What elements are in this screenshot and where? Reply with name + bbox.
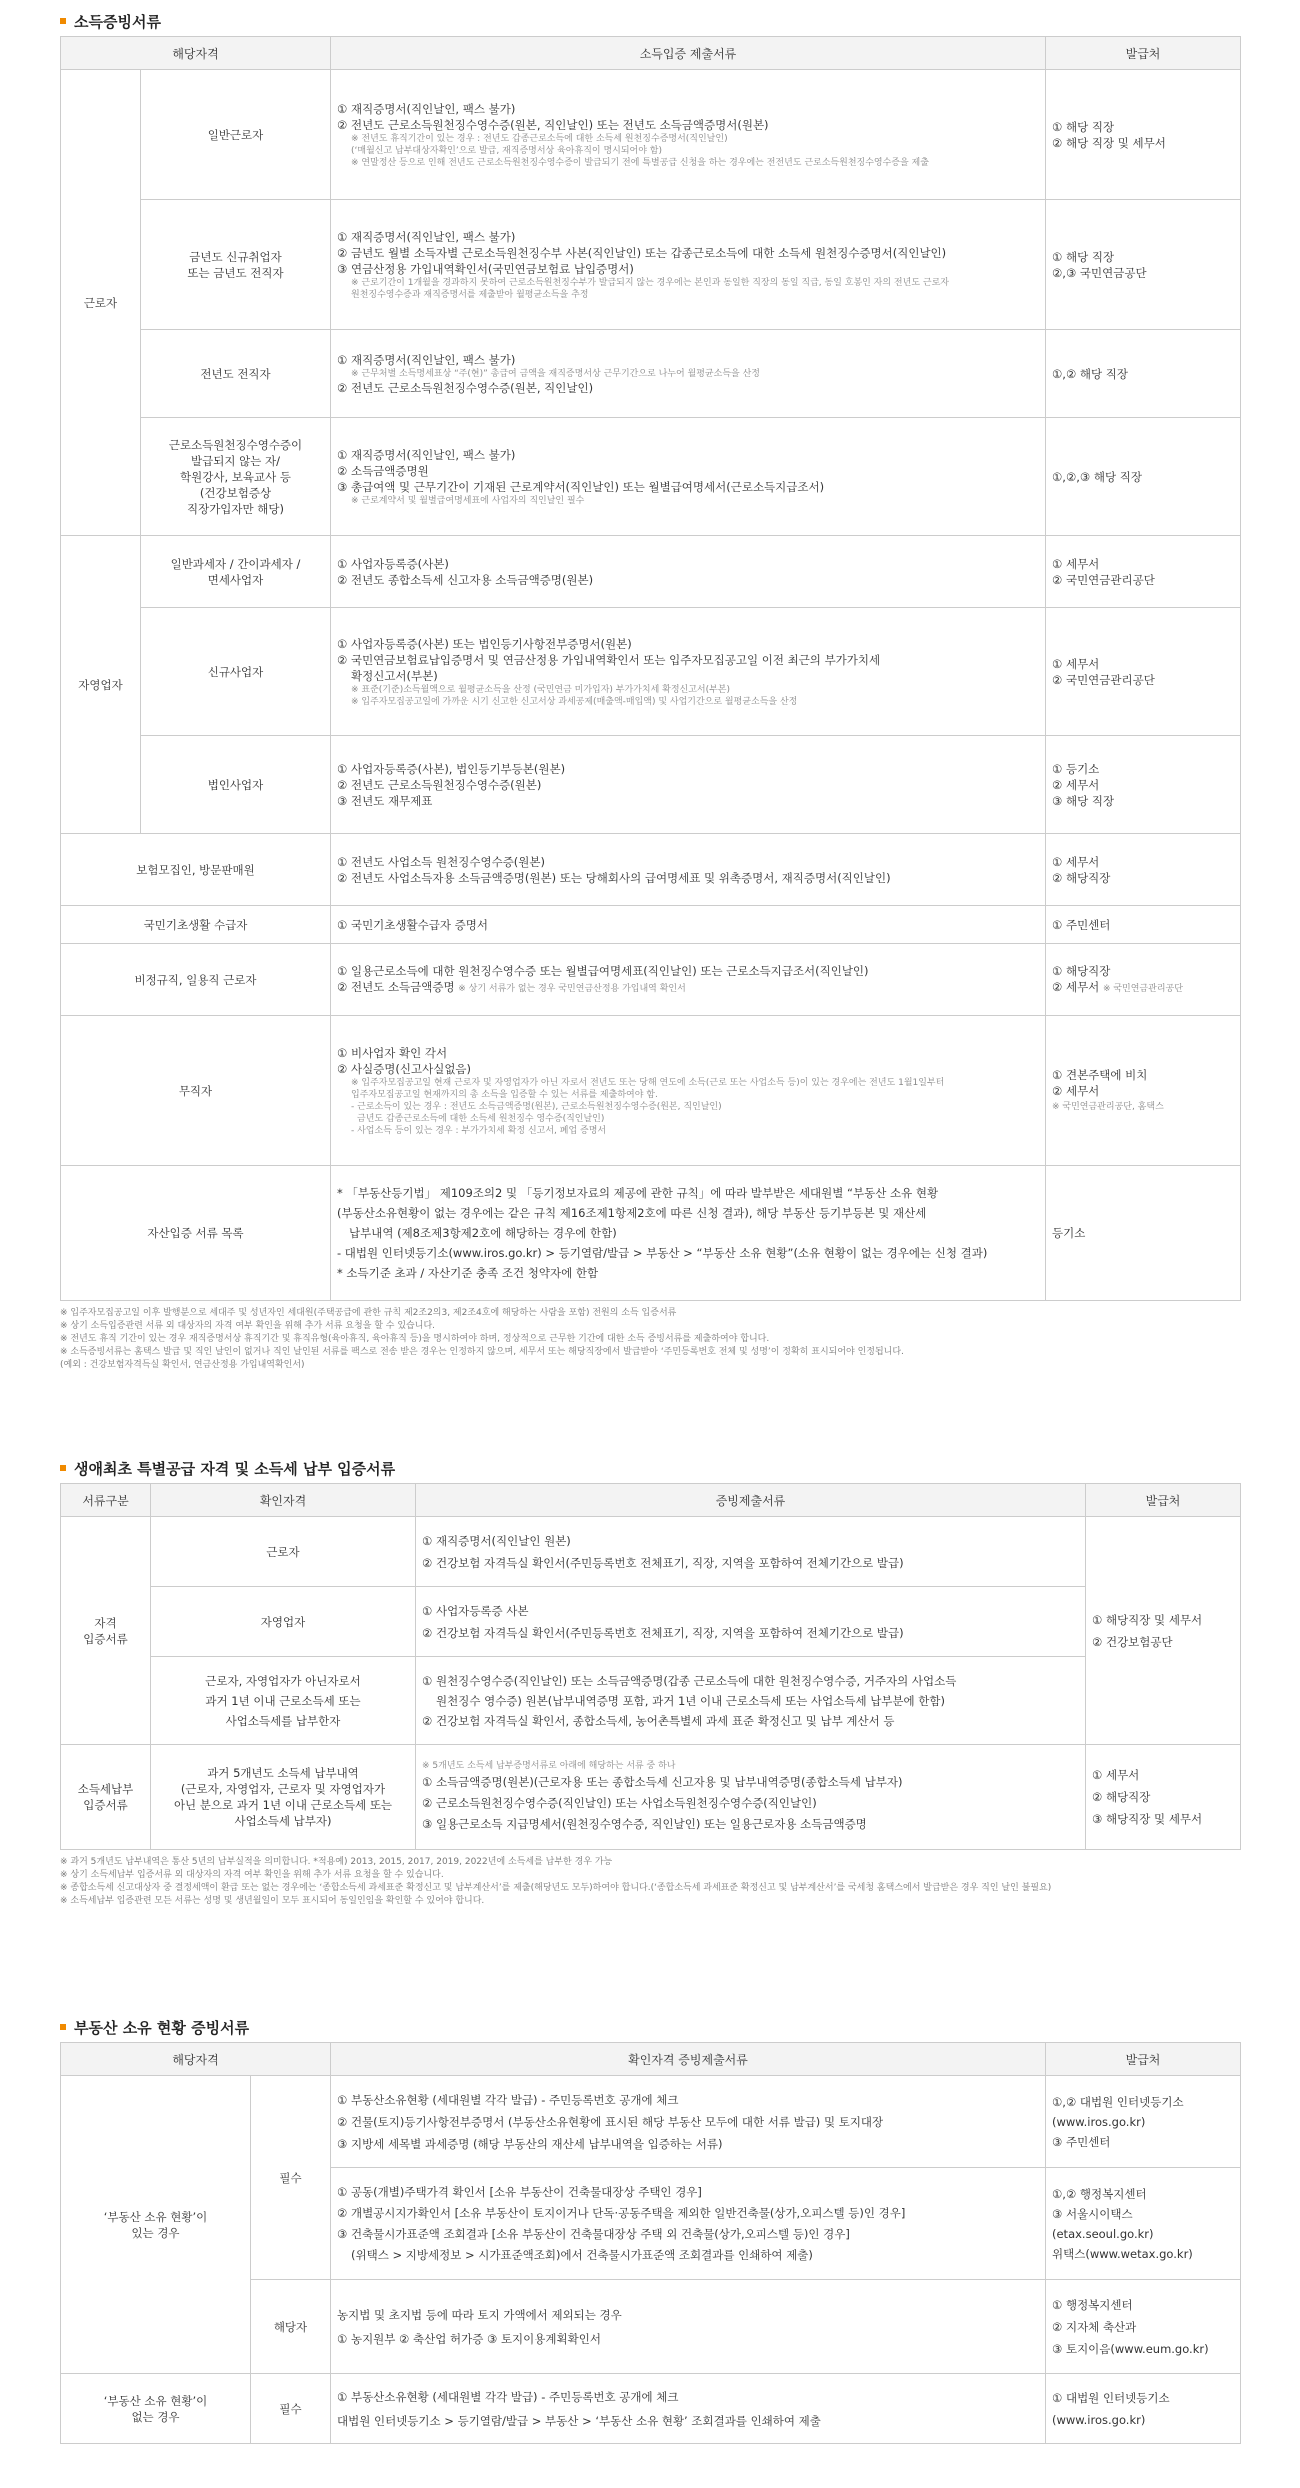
property-proof-table [60,2042,1241,2444]
first-home-table [60,1483,1241,1850]
table-header: 해당자격 소득입증 제출서류 발급처 [61,37,1241,70]
property-proof-section [60,2012,1240,2444]
table-row: 보험모집인, 방문판매원 ① 전년도 사업소득 원천징수영수증(원본) ② 전년도 사업소득자용 소득금액증명(원본) 또는 당해회사의 급여명세표 및 위촉증명서, 재직증명서(직인날인) ① 세무서 ② 해당직장 [61,834,1241,906]
table-row: 소득세납부 입증서류 과거 5개년도 소득세 납부내역 (근로자, 자영업자, 근로자 및 자영업자가 아닌 분으로 과거 1년 이내 근로소득세 또는 사업소득세 납부자) ※ 5개년도 소득세 납부증명서류로 아래에 해당하는 서류 중 하나 ① 소득금액증명(원본)(근로자용 또는 종합소득세 신고자용 및 납부내역증명(종합소득세 납부자) ② 근로소득원천징수영수증(직인날인) 또는 사업소득원천징수영수증(직인날인) ③ 일용근로소득 지급명세서(원천징수영수증, 직인날인) 또는 일용근로자용 소득금액증명 ① 세무서 ② 해당직장 ③ 해당직장 및 세무서 [61,1745,1241,1850]
table-row: ‘부동산 소유 현황’이 없는 경우 필수 ① 부동산소유현황 (세대원별 각각 발급) - 주민등록번호 공개에 체크 대법원 인터넷등기소 > 등기열람/발급 > 부동산 > ‘부동산 소유 현황’ 조회결과를 인쇄하여 제출 ① 대법원 인터넷등기소 (www.iros.go.kr) [61,2374,1241,2444]
table-row: 자영업자 ① 사업자등록증 사본 ② 건강보험 자격득실 확인서(주민등록번호 전체표기, 직장, 지역을 포함하여 전체기간으로 발급) [61,1587,1241,1657]
table-row: 금년도 신규취업자 또는 금년도 전직자 ① 재직증명서(직인날인, 팩스 불가) ② 금년도 월별 소득자별 근로소득원천징수부 사본(직인날인) 또는 갑종근로소득에 대한 소득세 원천징수증명서(직인날인) ③ 연금산정용 가입내역확인서(국민연금보험료 납입증명서) ※ 근로기간이 1개월을 경과하지 못하여 근로소득원천징수부가 발급되지 않는 경우에는 본인과 동일한 직장의 동일 직급, 동일 호봉인 자의 전년도 근로자 원천징수영수증과 재직증명서를 제출받아 월평균소득을 추정 ① 해당 직장 ②,③ 국민연금공단 [61,200,1241,330]
bullet-icon [60,18,66,24]
table-row: 비정규직, 일용직 근로자 ① 일용근로소득에 대한 원천징수영수증 또는 월별급여명세표(직인날인) 또는 근로소득지급조서(직인날인) ② 전년도 소득금액증명 ※ 상기 서류가 없는 경우 국민연금산정용 가입내역 확인서 ① 해당직장 ② 세무서 ※ 국민연금관리공단 [61,944,1241,1016]
table-row: 법인사업자 ① 사업자등록증(사본), 법인등기부등본(원본) ② 전년도 근로소득원천징수영수증(원본) ③ 전년도 재무제표 ① 등기소 ② 세무서 ③ 해당 직장 [61,736,1241,834]
footnotes: ※ 입주자모집공고일 이후 발행분으로 세대주 및 성년자인 세대원(주택공급에 관한 규칙 제2조2의3, 제2조4호에 해당하는 사람을 포함) 전원의 소득 입증서류 ※ 상기 소득입증관련 서류 외 대상자의 자격 여부 확인을 위해 추가 서류 요청을 할 수 있습니다. ※ 전년도 휴직 기간이 있는 경우 재직증명서상 휴직기간 및 휴직유형(육아휴직, 육아휴직 등)을 명시하여야 하며, 정상적으로 근무한 기간에 대한 소득 증빙서류를 제출하여야 합니다. ※ 소득증빙서류는 홈택스 발급 및 직인 날인이 없거나 직인 날인된 서류를 팩스로 전송 받은 경우는 인정하지 않으며, 세무서 또는 해당직장에서 발급받아 ‘주민등록번호 전체 및 성명’이 정확히 표시되어야 인정됩니다. (예외 : 건강보험자격득실 확인서, 연금산정용 가입내역확인서) [60,1308,904,1370]
table-row: 자영업자 일반과세자 / 간이과세자 / 면세사업자 ① 사업자등록증(사본) ② 전년도 종합소득세 신고자용 소득금액증명(원본) ① 세무서 ② 국민연금관리공단 [61,536,1241,608]
group-label: 근로자 [61,70,141,536]
table-row: ‘부동산 소유 현황’이 있는 경우 필수 ① 부동산소유현황 (세대원별 각각 발급) - 주민등록번호 공개에 체크 ② 건물(토지)등기사항전부증명서 (부동산소유현황에 표시된 해당 부동산 모두에 대한 서류 발급) 및 토지대장 ③ 지방세 세목별 과세증명 (해당 부동산의 재산세 납부내역을 입증하는 서류) ①,② 대법원 인터넷등기소 (www.iros.go.kr) ③ 주민센터 [61,2076,1241,2168]
table-row: 근로자, 자영업자가 아닌자로서 과거 1년 이내 근로소득세 또는 사업소득세를 납부한자 ① 원천징수영수증(직인날인) 또는 소득금액증명(갑종 근로소득에 대한 원천징수영수증, 거주자의 사업소득 원천징수 영수증) 원본(납부내역증명 포함, 과거 1년 이내 근로소득세 또는 사업소득세 납부분에 한함) ② 건강보험 자격득실 확인서, 종합소득세, 농어촌특별세 과세 표준 확정신고 및 납부 계산서 등 [61,1657,1241,1745]
group-label: ‘부동산 소유 현황’이 있는 경우 [61,2076,251,2374]
first-home-section [60,1453,1240,1908]
section-title: 부동산 소유 현황 증빙서류 [60,2012,1240,2042]
table-row: 근로자 일반근로자 ① 재직증명서(직인날인, 팩스 불가) ② 전년도 근로소득원천징수영수증(원본, 직인날인) 또는 전년도 소득금액증명서(원본) ※ 전년도 휴직기간이 있는 경우 : 전년도 갑종근로소득에 대한 소득세 원천징수증명서(직인날인) (‘매월신고 납부대상자확인’으로 발급, 재직증명서상 육아휴직이 명시되어야 함) ※ 연말정산 등으로 인해 전년도 근로소득원천징수영수증이 발급되기 전에 특별공급 신청을 하는 경우에는 전전년도 근로소득원천징수영수증을 제출 ① 해당 직장 ② 해당 직장 및 세무서 [61,70,1241,200]
bullet-icon [60,1465,66,1471]
income-proof-section [60,6,1240,1372]
section-title: 생애최초 특별공급 자격 및 소득세 납부 입증서류 [60,1453,1240,1483]
group-label: 자영업자 [61,536,141,834]
table-header: 해당자격 확인자격 증빙제출서류 발급처 [61,2043,1241,2076]
table-header: 서류구분 확인자격 증빙제출서류 발급처 [61,1484,1241,1517]
table-row: 근로소득원천징수영수증이 발급되지 않는 자/ 학원강사, 보육교사 등 (건강보험증상 직장가입자만 해당) ① 재직증명서(직인날인, 팩스 불가) ② 소득금액증명원 ③ 총급여액 및 근무기간이 기재된 근로계약서(직인날인) 또는 월별급여명세서(근로소득지급조서) ※ 근로계약서 및 월별급여명세표에 사업자의 직인날인 필수 ①,②,③ 해당 직장 [61,418,1241,536]
table-row: 해당자 농지법 및 초지법 등에 따라 토지 가액에서 제외되는 경우 ① 농지원부 ② 축산업 허가증 ③ 토지이용계획확인서 ① 행정복지센터 ② 지자체 축산과 ③ 토지이음(www.eum.go.kr) [61,2280,1241,2374]
table-row: 자산입증 서류 목록 * 「부동산등기법」 제109조의2 및 「등기정보자료의 제공에 관한 규칙」에 따라 발부받은 세대원별 “부동산 소유 현황 (부동산소유현황이 없는 경우에는 같은 규칙 제16조제1항제2호에 따른 신청 결과), 해당 부동산 등기부등본 및 재산세 납부내역 (제8조제3항제2호에 해당하는 경우에 한함) - 대법원 인터넷등기소(www.iros.go.kr) > 등기열람/발급 > 부동산 > “부동산 소유 현황”(소유 현황이 없는 경우에는 신청 결과) * 소득기준 초과 / 자산기준 충족 조건 청약자에 한함 등기소 [61,1166,1241,1301]
income-proof-table [60,36,1241,1301]
table-row: 전년도 전직자 ① 재직증명서(직인날인, 팩스 불가) ※ 근무처별 소득명세표상 “주(현)” 총급여 금액을 재직증명서상 근무기간으로 나누어 월평균소득을 산정 ② 전년도 근로소득원천징수영수증(원본, 직인날인) ①,② 해당 직장 [61,330,1241,418]
group-label: 자격 입증서류 [61,1517,151,1745]
table-row: 신규사업자 ① 사업자등록증(사본) 또는 법인등기사항전부증명서(원본) ② 국민연금보험료납입증명서 및 연금산정용 가입내역확인서 또는 입주자모집공고일 이전 최근의 부가가치세 확정신고서(부본) ※ 표준(기준)소득월액으로 월평균소득을 산정 (국민연금 미가입자) 부가가치세 확정신고서(부본) ※ 입주자모집공고일에 가까운 시기 신고한 신고서상 과세공제(매출액-매입액) 및 사업기간으로 월평균소득을 산정 ① 세무서 ② 국민연금관리공단 [61,608,1241,736]
group-label: 소득세납부 입증서류 [61,1745,151,1850]
table-row: 국민기초생활 수급자 ① 국민기초생활수급자 증명서 ① 주민센터 [61,906,1241,944]
table-row: ① 공동(개별)주택가격 확인서 [소유 부동산이 건축물대장상 주택인 경우] ② 개별공시지가확인서 [소유 부동산이 토지이거나 단독·공동주택을 제외한 일반건축물(상가,오피스텔 등)인 경우] ③ 건축물시가표준액 조회결과 [소유 부동산이 건축물대장상 주택 외 건축물(상가,오피스텔 등)인 경우] (위택스 > 지방세정보 > 시가표준액조회)에서 건축물시가표준액 조회결과를 인쇄하여 제출) ①,② 행정복지센터 ③ 서울시이택스 (etax.seoul.go.kr) 위택스(www.wetax.go.kr) [61,2168,1241,2280]
group-label: ‘부동산 소유 현황’이 없는 경우 [61,2374,251,2444]
table-row: 자격 입증서류 근로자 ① 재직증명서(직인날인 원본) ② 건강보험 자격득실 확인서(주민등록번호 전체표기, 직장, 지역을 포함하여 전체기간으로 발급) ① 해당직장 및 세무서 ② 건강보험공단 [61,1517,1241,1587]
section-title: 소득증빙서류 [60,6,1240,36]
table-row: 무직자 ① 비사업자 확인 각서 ② 사실증명(신고사실없음) ※ 입주자모집공고일 현재 근로자 및 자영업자가 아닌 자로서 전년도 또는 당해 연도에 소득(근로 또는 사업소득 등)이 있는 경우에는 전년도 1월1일부터 입주자모집공고일 현재까지의 총 소득을 입증할 수 있는 서류를 제출하여야 함. - 근로소득이 있는 경우 : 전년도 소득금액증명(원본), 근로소득원천징수영수증(원본, 직인날인) 금년도 갑종근로소득에 대한 소득세 원천징수 영수증(직인날인) - 사업소득 등이 있는 경우 : 부가가치세 확정 신고서, 폐업 증명서 ① 견본주택에 비치 ② 세무서 ※ 국민연금관리공단, 홈택스 [61,1016,1241,1166]
footnotes: ※ 과거 5개년도 납부내역은 통산 5년의 납부실적을 의미합니다. *적용예) 2013, 2015, 2017, 2019, 2022년에 소득세를 납부한 경우 가능 ※ 상기 소득세납부 입증서류 외 대상자의 자격 여부 확인을 위해 추가 서류 요청을 할 수 있습니다. ※ 종합소득세 신고대상자 중 결정세액이 환급 또는 없는 경우에는 ‘종합소득세 과세표준 확정신고 및 납부계산서’를 제출(해당년도 모두)하여야 합니다.(‘종합소득세 과세표준 확정신고 및 납부계산서’를 국세청 홈택스에서 발급받은 경우 직인 날인 불필요) ※ 소득세납부 입증관련 모든 서류는 성명 및 생년월일이 모두 표시되어 동일인임을 확인할 수 있어야 합니다. [60,1857,1052,1906]
bullet-icon [60,2024,66,2030]
